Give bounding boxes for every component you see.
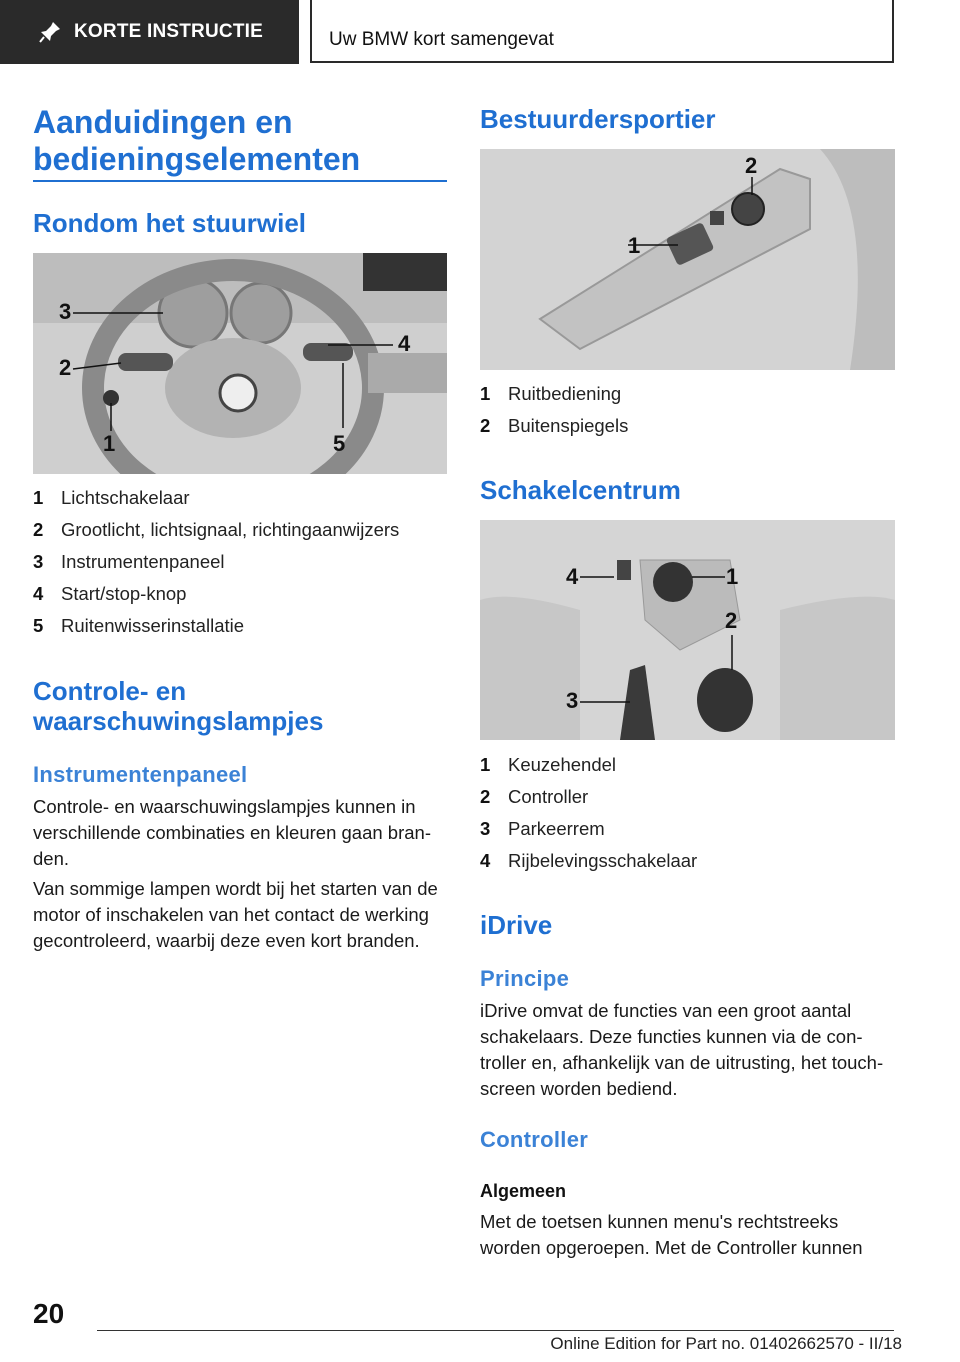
section-header [310, 0, 894, 63]
center-console-legend [480, 749, 697, 877]
list-item: 3 Instrumentenpaneel [33, 551, 225, 572]
callout-2: 2 [745, 153, 758, 178]
list-item: 5 Ruitenwisserinstallatie [33, 615, 245, 636]
steering-wheel-illustration [33, 253, 447, 474]
list-item: 1 Keuzehendel [480, 754, 617, 775]
chapter-tab[interactable] [0, 0, 299, 64]
page-title [33, 104, 360, 178]
subheading-principle: Principe [480, 966, 570, 991]
title-rule [33, 180, 447, 182]
callout-4: 4 [398, 331, 411, 356]
callout-1: 1 [103, 431, 116, 456]
section-heading-door: Bestuurdersportier [480, 104, 716, 134]
callout-3: 3 [566, 688, 579, 713]
list-item: 2 Buitenspiegels [480, 415, 629, 436]
page-title-line1: Aanduidingen en [33, 104, 293, 140]
footer-rule [97, 1330, 894, 1331]
paragraph: Met de toetsen kunnen menu's rechtstreeks worden opgeroepen. Met de Controller kunnen [480, 1211, 863, 1258]
subheading-general: Algemeen [480, 1181, 567, 1201]
paragraph: iDrive omvat de functies van een groot aantal schakelaars. Deze functies kunnen via de controller en, afhankelijk van de uitrusting, het touchscreen worden bediend. [480, 1000, 884, 1099]
page-title-line2: bedieningselementen [33, 141, 361, 177]
list-item: 1 Ruitbediening [480, 383, 622, 404]
callout-2: 2 [725, 608, 738, 633]
callout-1: 1 [726, 564, 739, 589]
paragraph: Controle- en waarschuwingslampjes kunnen in verschillende combinaties en kleuren gaan branden. [33, 796, 431, 869]
callout-5: 5 [333, 431, 346, 456]
chapter-tab-label: KORTE INSTRUCTIE [74, 21, 263, 42]
section-heading-center-console: Schakelcentrum [480, 475, 681, 505]
list-item: 4 Rijbelevingsschakelaar [480, 850, 698, 871]
subheading-controller: Controller [480, 1127, 589, 1152]
steering-wheel-figure [33, 253, 447, 474]
subheading-instrument-panel: Instrumentenpaneel [33, 762, 248, 787]
list-item: 2 Controller [480, 786, 589, 807]
door-legend [480, 378, 628, 442]
list-item: 2 Grootlicht, lichtsignaal, richtingaanwijzers [33, 519, 400, 540]
section-heading-idrive: iDrive [480, 910, 553, 940]
section-heading-warning-lights: Controle- en waarschuwingslampjes [33, 676, 324, 736]
paragraph: Van sommige lampen wordt bij het starten van de motor of inschakelen van het contact de werking gecontroleerd, waarbij deze even kort branden. [33, 878, 438, 951]
section-subtitle: Uw BMW kort samengevat [329, 29, 554, 50]
driver-door-illustration [480, 149, 895, 370]
driver-door-figure [480, 149, 895, 370]
footer-edition: Online Edition for Part no. 01402662570 - II/18 [550, 1334, 902, 1353]
center-console-figure [480, 520, 895, 740]
pin-icon [38, 20, 62, 44]
callout-4: 4 [566, 564, 579, 589]
list-item: 4 Start/stop-knop [33, 583, 187, 604]
page-number: 20 [33, 1298, 65, 1329]
center-console-illustration [480, 520, 895, 740]
list-item: 3 Parkeerrem [480, 818, 605, 839]
list-item: 1 Lichtschakelaar [33, 487, 190, 508]
steering-legend [33, 482, 399, 642]
section-heading-steering: Rondom het stuurwiel [33, 208, 306, 238]
callout-3: 3 [59, 299, 72, 324]
callout-1: 1 [628, 233, 641, 258]
callout-2: 2 [59, 355, 72, 380]
